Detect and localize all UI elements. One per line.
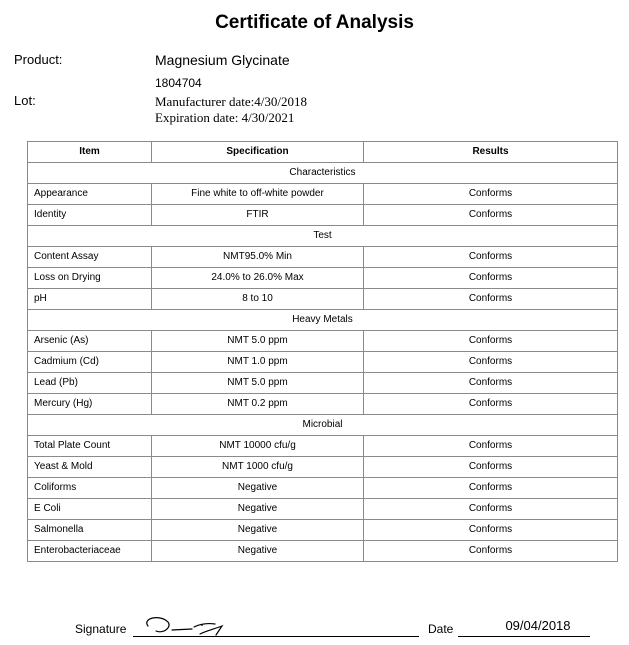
table-row xyxy=(28,268,618,289)
table-row xyxy=(28,352,618,373)
row-spec: NMT 5.0 ppm xyxy=(152,331,364,352)
table-row xyxy=(28,478,618,499)
table-row xyxy=(28,205,618,226)
row-result: Conforms xyxy=(364,541,618,562)
row-spec: Negative xyxy=(152,520,364,541)
product-label: Product: xyxy=(14,52,63,67)
row-result: Conforms xyxy=(364,331,618,352)
row-spec: NMT 1000 cfu/g xyxy=(152,457,364,478)
section-test: Test xyxy=(28,226,618,247)
table-header-row xyxy=(28,142,618,163)
row-result: Conforms xyxy=(364,394,618,415)
row-item: Identity xyxy=(28,205,152,226)
date-line xyxy=(458,636,590,637)
table-row xyxy=(28,373,618,394)
row-spec: 24.0% to 26.0% Max xyxy=(152,268,364,289)
signature-label: Signature xyxy=(75,622,127,636)
row-result: Conforms xyxy=(364,373,618,394)
header-item: Item xyxy=(28,142,152,163)
row-item: Enterobacteriaceae xyxy=(28,541,152,562)
section-heavy-metals: Heavy Metals xyxy=(28,310,618,331)
row-item: Mercury (Hg) xyxy=(28,394,152,415)
handwritten-signature-icon xyxy=(138,612,238,638)
table-row xyxy=(28,247,618,268)
row-item: Arsenic (As) xyxy=(28,331,152,352)
row-spec: Negative xyxy=(152,499,364,520)
row-result: Conforms xyxy=(364,478,618,499)
row-result: Conforms xyxy=(364,520,618,541)
row-item: Cadmium (Cd) xyxy=(28,352,152,373)
lot-number: 1804704 xyxy=(155,76,202,90)
row-result: Conforms xyxy=(364,205,618,226)
row-result: Conforms xyxy=(364,352,618,373)
header-results: Results xyxy=(364,142,618,163)
section-row xyxy=(28,226,618,247)
row-result: Conforms xyxy=(364,184,618,205)
row-result: Conforms xyxy=(364,457,618,478)
header-specification: Specification xyxy=(152,142,364,163)
table-row xyxy=(28,331,618,352)
section-characteristics: Characteristics xyxy=(28,163,618,184)
expiration-date: Expiration date: 4/30/2021 xyxy=(155,110,295,125)
table-row xyxy=(28,394,618,415)
row-result: Conforms xyxy=(364,247,618,268)
date-value: 09/04/2018 xyxy=(505,618,571,633)
row-item: Lead (Pb) xyxy=(28,373,152,394)
row-spec: Negative xyxy=(152,478,364,499)
row-item: Appearance xyxy=(28,184,152,205)
section-row xyxy=(28,415,618,436)
row-result: Conforms xyxy=(364,268,618,289)
row-item: Salmonella xyxy=(28,520,152,541)
row-spec: NMT 0.2 ppm xyxy=(152,394,364,415)
row-spec: 8 to 10 xyxy=(152,289,364,310)
document-title: Certificate of Analysis xyxy=(215,12,414,33)
section-row xyxy=(28,310,618,331)
row-spec: NMT 10000 cfu/g xyxy=(152,436,364,457)
section-row xyxy=(28,163,618,184)
product-name: Magnesium Glycinate xyxy=(155,52,290,68)
row-item: Yeast & Mold xyxy=(28,457,152,478)
table-row xyxy=(28,520,618,541)
row-result: Conforms xyxy=(364,289,618,310)
row-spec: NMT 1.0 ppm xyxy=(152,352,364,373)
section-microbial: Microbial xyxy=(28,415,618,436)
row-item: Loss on Drying xyxy=(28,268,152,289)
lot-label: Lot: xyxy=(14,93,36,108)
table-row xyxy=(28,499,618,520)
table-row xyxy=(28,457,618,478)
analysis-table xyxy=(27,141,618,562)
row-item: Coliforms xyxy=(28,478,152,499)
table-row xyxy=(28,436,618,457)
table-row xyxy=(28,541,618,562)
row-spec: FTIR xyxy=(152,205,364,226)
row-spec: Fine white to off-white powder xyxy=(152,184,364,205)
date-label: Date xyxy=(428,622,454,636)
row-item: Content Assay xyxy=(28,247,152,268)
row-spec: Negative xyxy=(152,541,364,562)
row-item: E Coli xyxy=(28,499,152,520)
row-result: Conforms xyxy=(364,499,618,520)
row-item: pH xyxy=(28,289,152,310)
manufacture-date: Manufacturer date:4/30/2018 xyxy=(155,94,307,109)
table-row xyxy=(28,184,618,205)
table-row xyxy=(28,289,618,310)
row-result: Conforms xyxy=(364,436,618,457)
row-spec: NMT 5.0 ppm xyxy=(152,373,364,394)
row-spec: NMT95.0% Min xyxy=(152,247,364,268)
row-item: Total Plate Count xyxy=(28,436,152,457)
